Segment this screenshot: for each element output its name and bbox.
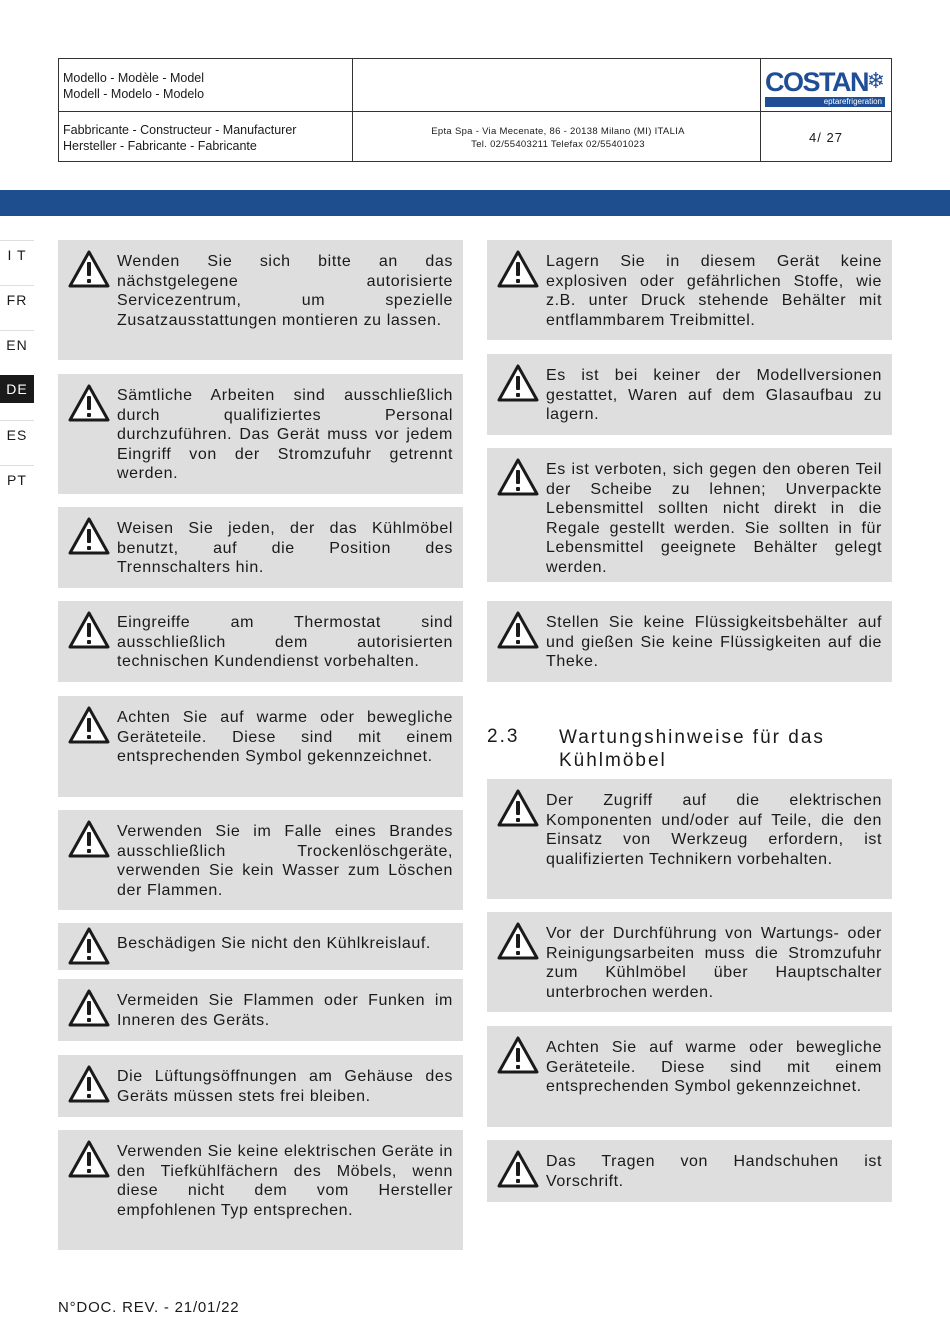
warning-triangle-icon	[68, 611, 110, 649]
warning-text: Sämtliche Arbeiten sind ausschließlich durch qualifiziertes Personal durchzuführen. Das Gerät muss vor jedem Eingriff von der Stromzufuhr getrennt werden.	[117, 387, 453, 483]
language-tab-fr[interactable]: FR	[0, 285, 34, 313]
warning-box	[58, 1130, 463, 1250]
warning-triangle-icon	[68, 1065, 110, 1103]
warning-triangle-icon	[68, 517, 110, 555]
warning-box	[58, 240, 463, 360]
language-tab-it[interactable]: I T	[0, 240, 34, 268]
warning-text: Vermeiden Sie Flammen oder Funken im Inneren des Geräts.	[117, 992, 453, 1029]
warning-triangle-icon	[68, 989, 110, 1027]
language-tab-de[interactable]: DE	[0, 375, 34, 403]
costan-logo: COSTAN ❄ eptarefrigeration	[765, 67, 885, 106]
warning-box	[487, 912, 892, 1012]
language-tab-es[interactable]: ES	[0, 420, 34, 448]
warning-box	[487, 354, 892, 435]
section-number: 2.3	[487, 726, 520, 747]
warning-triangle-icon	[68, 820, 110, 858]
warning-box	[487, 240, 892, 340]
warning-triangle-icon	[68, 927, 110, 965]
warning-text: Es ist verboten, sich gegen den oberen Teil der Scheibe zu lehnen; Unverpackte Lebensmittel sollten nicht direkt in die Regale gestellt werden. Sie sollten in für Lebensmittel geeignete Behälter gelegt werden.	[546, 461, 882, 576]
document-revision: N°DOC. REV. - 21/01/22	[58, 1299, 240, 1316]
warning-box	[58, 923, 463, 970]
warning-text: Stellen Sie keine Flüssigkeitsbehälter auf und gießen Sie keine Flüssigkeiten auf die Theke.	[546, 614, 882, 671]
language-tab-en[interactable]: EN	[0, 330, 34, 358]
warning-triangle-icon	[68, 1140, 110, 1178]
warning-triangle-icon	[497, 1036, 539, 1074]
warning-box	[487, 779, 892, 899]
warning-text: Achten Sie auf warme oder bewegliche Geräteteile. Diese sind mit einem entsprechenden Symbol gekennzeichnet.	[546, 1039, 882, 1096]
warning-triangle-icon	[68, 706, 110, 744]
warning-triangle-icon	[68, 384, 110, 422]
page-number: 4/ 27	[809, 129, 843, 145]
warning-text: Verwenden Sie im Falle eines Brandes ausschließlich Trockenlöschgeräte, verwenden Sie kein Wasser zum Löschen der Flammen.	[117, 823, 453, 899]
warning-box	[58, 601, 463, 682]
warning-text: Es ist bei keiner der Modellversionen gestattet, Waren auf dem Glasaufbau zu lagern.	[546, 367, 882, 424]
warning-text: Vor der Durchführung von Wartungs- oder Reinigungsarbeiten muss die Stromzufuhr zum Kühlmöbel über Hauptschalter unterbrochen werden.	[546, 925, 882, 1001]
warning-box	[487, 1026, 892, 1127]
warning-box	[487, 448, 892, 582]
warning-text: Verwenden Sie keine elektrischen Geräte in den Tiefkühlfächern des Möbels, wenn diese nicht dem vom Hersteller empfohlenen Typ entsprechen.	[117, 1143, 453, 1219]
model-label: Modello - Modèle - Model Modell - Modelo - Modelo	[63, 71, 205, 101]
warning-text: Wenden Sie sich bitte an das nächstgelegene autorisierte Servicezentrum, um spezielle Zusatzausstattungen montieren zu lassen.	[117, 253, 453, 329]
warning-text: Das Tragen von Handschuhen ist Vorschrift.	[546, 1153, 882, 1190]
warning-triangle-icon	[497, 922, 539, 960]
warning-box	[58, 696, 463, 797]
warning-box	[58, 374, 463, 494]
warning-triangle-icon	[68, 250, 110, 288]
warning-box	[58, 507, 463, 588]
warning-text: Eingreiffe am Thermostat sind ausschließlich dem autorisierten technischen Kundendienst vorbehalten.	[117, 614, 453, 671]
warning-triangle-icon	[497, 611, 539, 649]
warning-triangle-icon	[497, 364, 539, 402]
manufacturer-label: Fabbricante - Constructeur - Manufacturer Hersteller - Fabricante - Fabricante	[63, 123, 297, 153]
warning-box	[58, 979, 463, 1041]
header-band	[0, 190, 950, 216]
warning-box	[487, 1140, 892, 1202]
manufacturer-address: Epta Spa - Via Mecenate, 86 - 20138 Milano (MI) ITALIA Tel. 02/55403211 Telefax 02/55401023	[431, 126, 685, 150]
warning-triangle-icon	[497, 789, 539, 827]
warning-box	[58, 810, 463, 910]
warning-text: Der Zugriff auf die elektrischen Komponenten und/oder auf Teile, die den Einsatz von Werkzeug erfordern, ist qualifizierten Technikern vorbehalten.	[546, 792, 882, 868]
warning-triangle-icon	[497, 458, 539, 496]
warning-text: Die Lüftungsöffnungen am Gehäuse des Geräts müssen stets frei bleiben.	[117, 1068, 453, 1105]
warning-text: Achten Sie auf warme oder bewegliche Geräteteile. Diese sind mit einem entsprechenden Symbol gekennzeichnet.	[117, 709, 453, 766]
warning-text: Beschädigen Sie nicht den Kühlkreislauf.	[117, 935, 431, 952]
warning-box	[58, 1055, 463, 1117]
warning-text: Lagern Sie in diesem Gerät keine explosiven oder gefährlichen Stoffe, wie z.B. unter Druck stehende Behälter mit entflammbarem Treibmittel.	[546, 253, 882, 329]
warning-triangle-icon	[497, 1150, 539, 1188]
warning-box	[487, 601, 892, 682]
warning-triangle-icon	[497, 250, 539, 288]
warning-text: Weisen Sie jeden, der das Kühlmöbel benutzt, auf die Position des Trennschalters hin.	[117, 520, 453, 577]
section-title: Wartungshinweise für das Kühlmöbel	[559, 727, 825, 771]
language-tab-pt[interactable]: PT	[0, 465, 34, 493]
document-header	[58, 58, 892, 162]
snowflake-icon: ❄	[866, 68, 885, 93]
